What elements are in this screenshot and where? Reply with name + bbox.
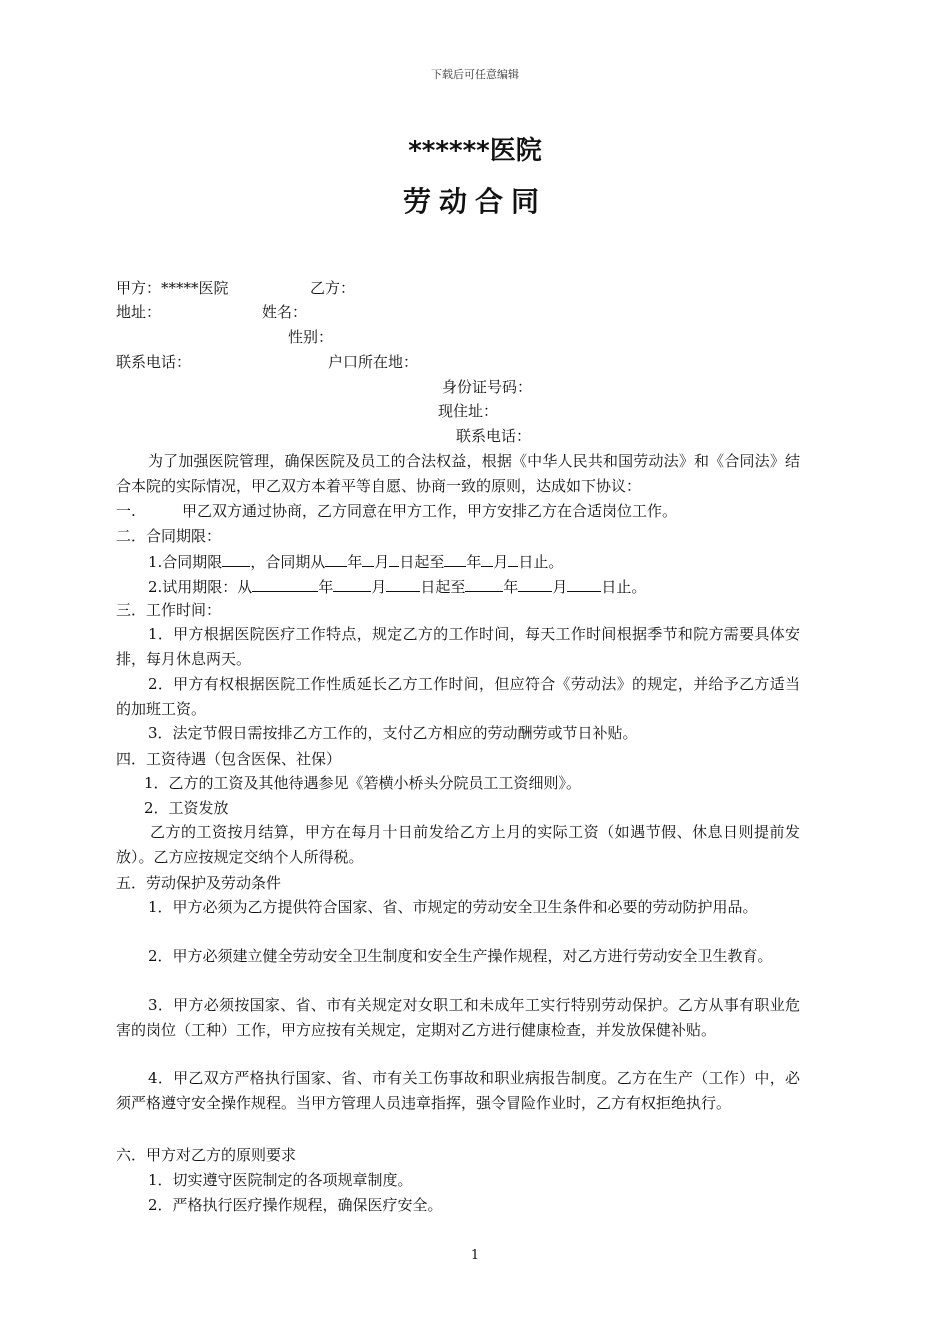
section-6-title: 六．甲方对乙方的原则要求 — [116, 1146, 297, 1164]
section-6-item-1: 1．切实遵守医院制定的各项规章制度。 — [148, 1171, 413, 1189]
phone-b-label: 联系电话： — [456, 427, 532, 445]
start-month-blank — [362, 550, 374, 567]
party-b-label: 乙方： — [310, 279, 356, 297]
term-text-e: 日起至 — [399, 553, 445, 571]
section-3-item-3: 3．法定节假日需按排乙方工作的，支付乙方相应的劳动酬劳或节日补贴。 — [148, 724, 638, 742]
start-day-blank — [389, 550, 399, 567]
phone-a-label: 联系电话： — [116, 353, 192, 371]
term-text-h: 日止。 — [518, 553, 564, 571]
end-day-blank — [508, 550, 518, 567]
header-note: 下载后可任意编辑 — [431, 68, 519, 81]
term-text-f: 年 — [466, 553, 482, 571]
probation-end-year-blank — [465, 575, 503, 592]
section-5-item-1: 1．甲方必须为乙方提供符合国家、省、市规定的劳动安全卫生条件和必要的劳动防护用品。 — [148, 898, 758, 916]
probation-text-d: 日起至 — [420, 578, 466, 596]
probation-text-g: 日止。 — [601, 578, 647, 596]
section-1-number: 一. — [116, 502, 136, 520]
section-4-title: 四．工资待遇（包含医保、社保） — [116, 750, 342, 768]
probation-text-c: 月 — [371, 578, 387, 596]
section-1-text: 甲乙双方通过协商，乙方同意在甲方工作，甲方安排乙方在合适岗位工作。 — [182, 502, 678, 520]
hospital-title: ******医院 — [408, 136, 542, 166]
probation-line — [148, 575, 646, 597]
probation-start-year-blank — [252, 575, 318, 592]
section-3-item-1: 1．甲方根据医院医疗工作特点，规定乙方的工作时间，每天工作时间根据季节和院方需要具体安排，每月休息两天。 — [116, 625, 800, 668]
address-label: 地址： — [116, 303, 162, 321]
probation-text-e: 年 — [503, 578, 519, 596]
probation-start-month-blank — [333, 575, 371, 592]
contract-term-line — [148, 550, 563, 572]
term-text-a: 1.合同期限 — [148, 553, 223, 571]
probation-end-month-blank — [518, 575, 552, 592]
section-5-item-3: 3．甲方必须按国家、省、市有关规定对女职工和未成年工实行特别劳动保护。乙方从事有职业危害的岗位（工种）工作，甲方应按有关规定，定期对乙方进行健康检查，并发放保健补贴。 — [116, 996, 800, 1039]
probation-text-b: 年 — [318, 578, 334, 596]
start-year-blank — [325, 550, 347, 567]
current-address-label: 现住址： — [438, 402, 499, 420]
preamble: 为了加强医院管理，确保医院及员工的合法权益，根据《中华人民共和国劳动法》和《合同法》结合本院的实际情况，甲乙双方本着平等自愿、协商一致的原则，达成如下协议： — [116, 452, 800, 495]
probation-end-day-blank — [567, 575, 601, 592]
gender-label: 性别： — [288, 328, 334, 346]
section-6-item-2: 2．严格执行医疗操作规程，确保医疗安全。 — [148, 1196, 443, 1214]
section-3-title: 三．工作时间： — [116, 601, 222, 619]
section-5-item-2: 2．甲方必须建立健全劳动安全卫生制度和安全生产操作规程，对乙方进行劳动安全卫生教育。 — [148, 947, 773, 965]
name-label: 姓名： — [262, 303, 308, 321]
term-text-d: 月 — [374, 553, 390, 571]
section-5-item-4: 4．甲乙双方严格执行国家、省、市有关工伤事故和职业病报告制度。乙方在生产（工作）中，必须严格遵守安全操作规程。当甲方管理人员违章指挥，强令冒险作业时，乙方有权拒绝执行。 — [116, 1069, 800, 1112]
probation-text-a: 2.试用期限：从 — [148, 578, 253, 596]
section-3-item-2: 2．甲方有权根据医院工作性质延长乙方工作时间，但应符合《劳动法》的规定，并给予乙方适当的加班工资。 — [116, 675, 800, 718]
term-text-c: 年 — [347, 553, 363, 571]
end-year-blank — [444, 550, 466, 567]
party-a-label: 甲方：*****医院 — [116, 279, 229, 297]
probation-text-f: 月 — [552, 578, 568, 596]
end-month-blank — [481, 550, 493, 567]
section-4-item-2: 2．工资发放 — [144, 799, 229, 817]
probation-start-day-blank — [386, 575, 420, 592]
term-text-g: 月 — [493, 553, 509, 571]
term-blank — [222, 550, 250, 567]
section-4-item-3: 乙方的工资按月结算，甲方在每月十日前发给乙方上月的实际工资（如遇节假、休息日则提前发放）。乙方应按规定交纳个人所得税。 — [116, 823, 800, 866]
section-5-title: 五．劳动保护及劳动条件 — [116, 874, 282, 892]
contract-title: 劳动合同 — [402, 185, 547, 218]
id-number-label: 身份证号码： — [442, 378, 533, 396]
hukou-label: 户口所在地： — [328, 353, 419, 371]
page-number: 1 — [470, 1248, 480, 1263]
section-4-item-1: 1．乙方的工资及其他待遇参见《箬横小桥头分院员工工资细则》。 — [144, 774, 582, 792]
term-text-b: ，合同期从 — [250, 553, 326, 571]
section-2-title: 二．合同期限： — [116, 527, 222, 545]
